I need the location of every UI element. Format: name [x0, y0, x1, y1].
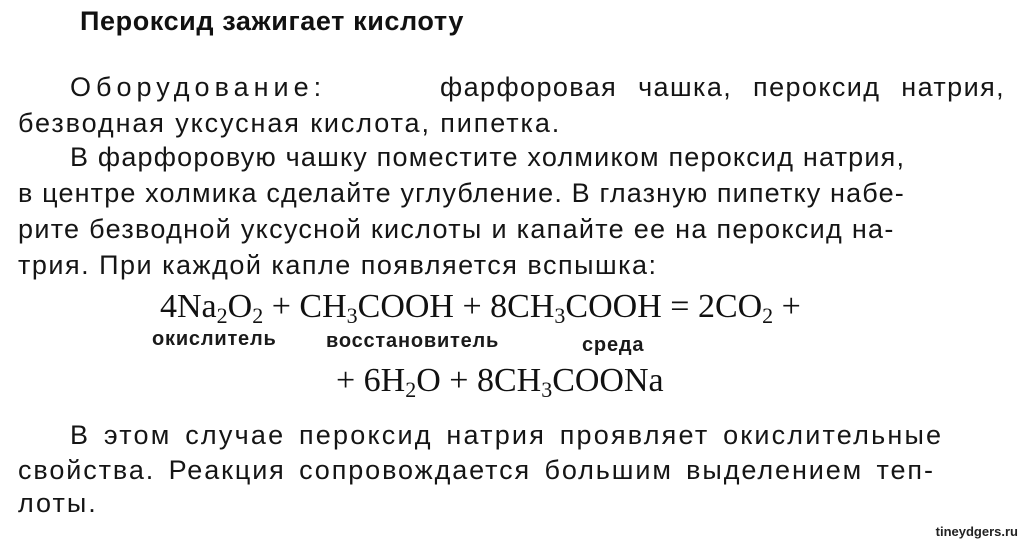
eq-term: 8CH [490, 288, 555, 325]
eq-term: COOH [565, 288, 662, 325]
equation-line-1 [160, 288, 801, 326]
label-reducer: восстановитель [326, 330, 500, 352]
procedure-line-1: В фарфоровую чашку поместите холмиком пероксид натрия, [70, 142, 906, 172]
equipment-line-1 [70, 72, 1005, 103]
procedure-line-4: трия. При каждой капле появляется вспышка: [18, 250, 658, 280]
equipment-label: Оборудование: [70, 72, 327, 102]
label-oxidizer: окислитель [152, 328, 277, 350]
eq-operator: = [661, 288, 698, 325]
conclusion-line-1: В этом случае пероксид натрия проявляет окислительные [70, 420, 944, 450]
eq-operator: + [773, 288, 801, 325]
procedure-line-3: рите безводной уксусной кислоты и капайте ее на пероксид на- [18, 214, 895, 244]
eq-term: 4Na [160, 288, 217, 325]
conclusion-line-2: свойства. Реакция сопровождается большим выделением теп- [18, 455, 935, 485]
equation-line-2 [336, 362, 664, 400]
eq-subscript: 3 [346, 303, 358, 328]
eq-term: COONa [552, 362, 664, 399]
eq-subscript: 3 [554, 303, 566, 328]
label-medium: среда [582, 334, 645, 356]
eq-term: COOH [357, 288, 454, 325]
eq-operator: + [263, 288, 300, 325]
eq-subscript: 2 [216, 303, 228, 328]
eq-term: 2CO [697, 288, 763, 325]
eq-term: O + 8CH [416, 362, 542, 399]
eq-subscript: 2 [405, 377, 417, 402]
conclusion-line-3: лоты. [18, 488, 98, 518]
equipment-text: фарфоровая чашка, пероксид натрия, [440, 72, 1005, 102]
eq-term: + 6H [336, 362, 406, 399]
procedure-line-2: в центре холмика сделайте углубление. В глазную пипетку набе- [18, 178, 905, 208]
page-title: Пероксид зажигает кислоту [80, 6, 464, 36]
eq-subscript: 3 [541, 377, 553, 402]
eq-operator: + [453, 288, 491, 325]
watermark: tineydgers.ru [935, 524, 1018, 539]
eq-term: O [227, 288, 253, 325]
equipment-line-2: безводная уксусная кислота, пипетка. [18, 108, 562, 138]
eq-term: CH [299, 288, 347, 325]
eq-subscript: 2 [762, 303, 774, 328]
eq-subscript: 2 [252, 303, 264, 328]
